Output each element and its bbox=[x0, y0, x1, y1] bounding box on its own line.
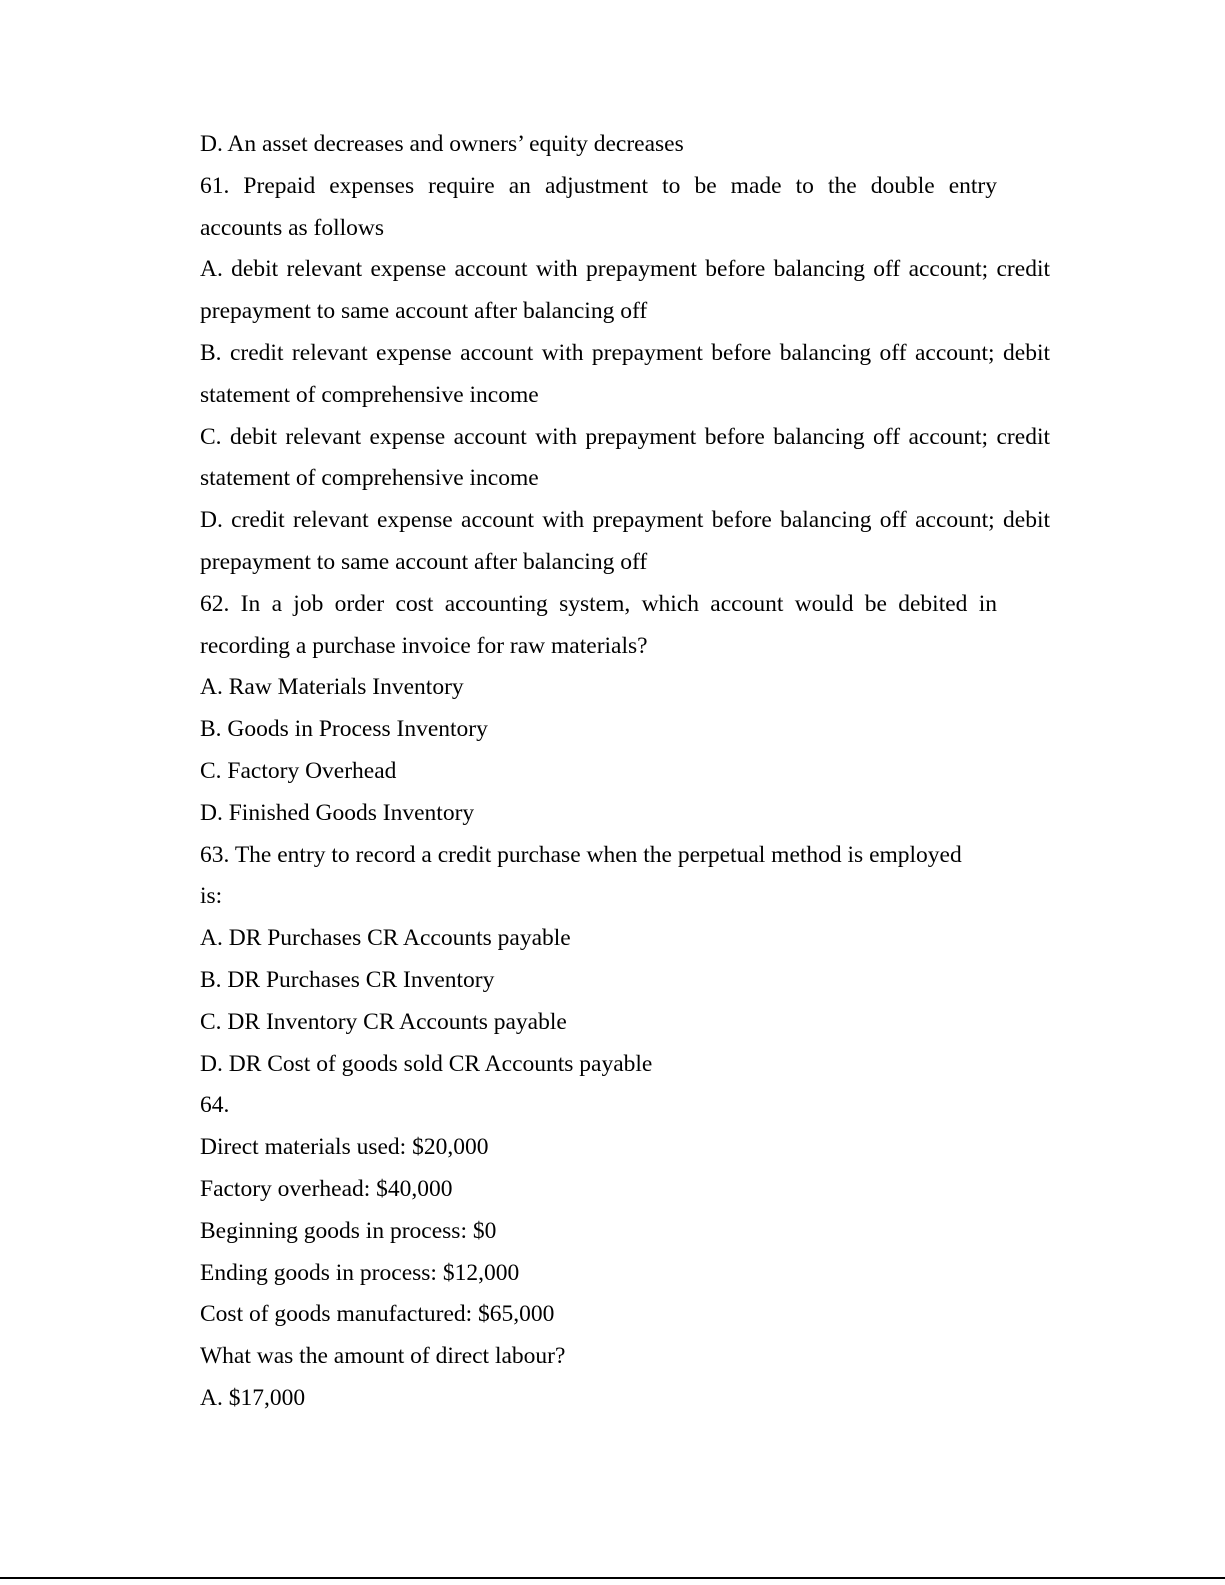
q61-option-d-line-2: prepayment to same account after balancing off bbox=[200, 548, 648, 575]
q61-option-b-line-1: B. credit relevant expense account with prepayment before balancing off account; debit bbox=[200, 339, 1050, 366]
q61-option-c-line-1: C. debit relevant expense account with prepayment before balancing off account; credit bbox=[200, 423, 1050, 450]
q64-question: What was the amount of direct labour? bbox=[200, 1343, 566, 1370]
q61-option-a-line-1: A. debit relevant expense account with prepayment before balancing off account; credit bbox=[200, 256, 1050, 283]
document-page bbox=[200, 124, 1050, 1420]
q64-number: 64. bbox=[200, 1092, 230, 1119]
q60-option-d: D. An asset decreases and owners’ equity decreases bbox=[200, 131, 684, 157]
q63-option-c: C. DR Inventory CR Accounts payable bbox=[200, 1008, 567, 1035]
q63-option-d: D. DR Cost of goods sold CR Accounts payable bbox=[200, 1050, 653, 1077]
q62-option-c: C. Factory Overhead bbox=[200, 757, 397, 784]
q61-option-d-line-1: D. credit relevant expense account with prepayment before balancing off account; debit bbox=[200, 507, 1050, 534]
q62-option-a: A. Raw Materials Inventory bbox=[200, 674, 464, 701]
q62-question-line-1: 62. In a job order cost accounting system, which account would be debited in bbox=[200, 590, 997, 617]
q61-option-c-line-2: statement of comprehensive income bbox=[200, 465, 539, 492]
q61-option-b-line-2: statement of comprehensive income bbox=[200, 381, 539, 408]
q64-option-a: A. $17,000 bbox=[200, 1384, 306, 1411]
q62-option-b: B. Goods in Process Inventory bbox=[200, 716, 488, 743]
q61-question-line-1: 61. Prepaid expenses require an adjustment to be made to the double entry bbox=[200, 172, 997, 199]
q64-direct-materials: Direct materials used: $20,000 bbox=[200, 1134, 489, 1161]
q62-question-line-2: recording a purchase invoice for raw materials? bbox=[200, 632, 648, 659]
q64-cost-of-goods-manufactured: Cost of goods manufactured: $65,000 bbox=[200, 1301, 555, 1328]
q61-question-line-2: accounts as follows bbox=[200, 214, 385, 241]
q63-question-line-2: is: bbox=[200, 883, 223, 910]
q61-option-a-line-2: prepayment to same account after balancing off bbox=[200, 298, 648, 325]
q64-factory-overhead: Factory overhead: $40,000 bbox=[200, 1175, 453, 1202]
q62-option-d: D. Finished Goods Inventory bbox=[200, 799, 475, 826]
q63-question-line-1: 63. The entry to record a credit purchase when the perpetual method is employed bbox=[200, 841, 962, 868]
q64-beginning-goods: Beginning goods in process: $0 bbox=[200, 1217, 497, 1244]
page-bottom-rule bbox=[0, 1577, 1225, 1579]
q63-option-b: B. DR Purchases CR Inventory bbox=[200, 966, 495, 993]
q64-ending-goods: Ending goods in process: $12,000 bbox=[200, 1259, 520, 1286]
q63-option-a: A. DR Purchases CR Accounts payable bbox=[200, 925, 571, 952]
